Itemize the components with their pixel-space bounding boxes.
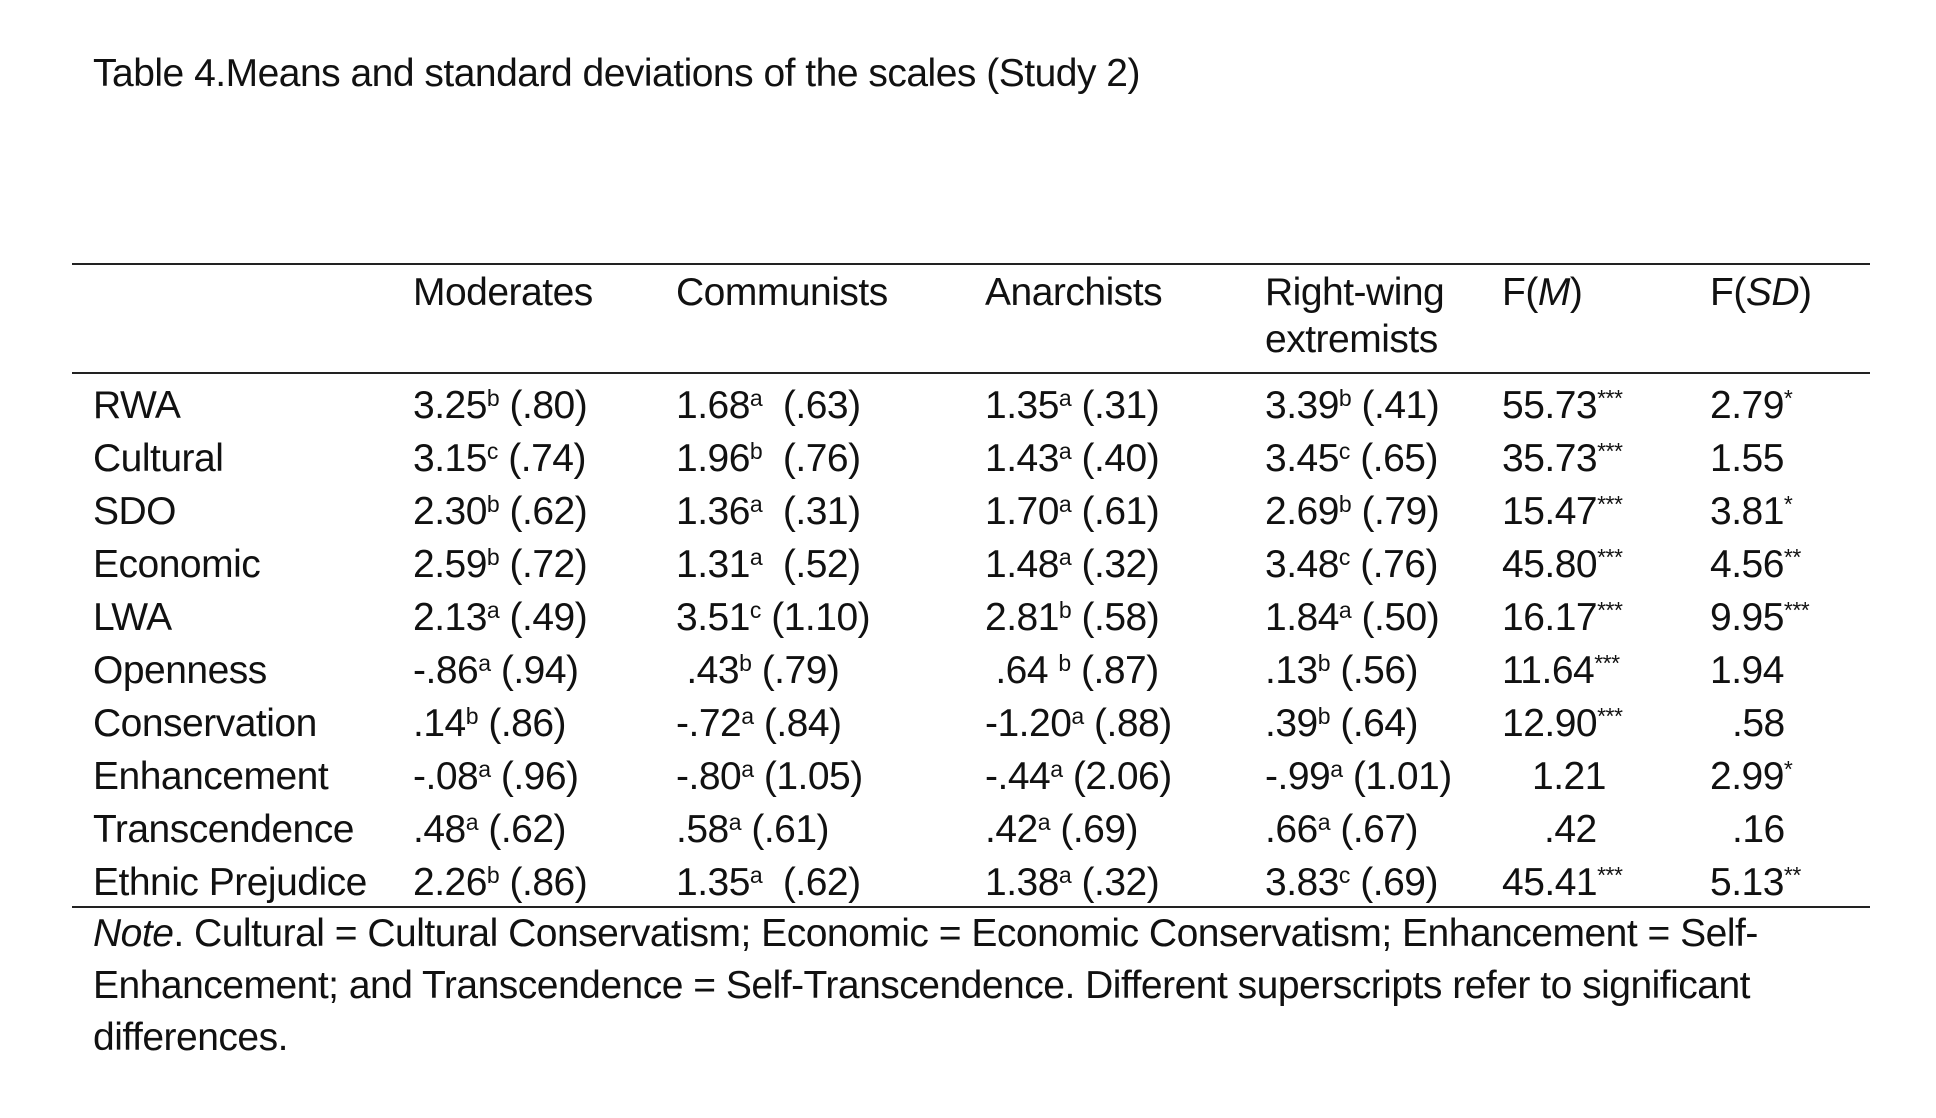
mean-value: 2.30	[413, 490, 487, 533]
header-anarchists: Anarchists	[985, 271, 1163, 314]
group-superscript: b	[465, 703, 479, 729]
cell-f-mean	[1502, 379, 1622, 432]
significance-stars: ***	[1597, 385, 1623, 411]
header-moderates: Moderates	[413, 271, 593, 314]
cell-f-sd	[1710, 591, 1809, 644]
header-communists: Communists	[676, 271, 888, 314]
cell-f-sd	[1710, 750, 1792, 803]
sd-value: (.69)	[1349, 861, 1438, 904]
sd-value: (.41)	[1351, 384, 1440, 427]
header-f-sd-prefix: F(	[1710, 271, 1746, 314]
mean-value: -.86	[413, 649, 479, 692]
cell-anarchists	[985, 591, 1159, 644]
sd-value: (.40)	[1071, 437, 1160, 480]
cell-right-wing	[1265, 591, 1439, 644]
group-superscript: c	[486, 438, 498, 464]
sd-value: (.74)	[497, 437, 586, 480]
sd-value: (.80)	[499, 384, 588, 427]
cell-moderates	[413, 538, 587, 591]
group-superscript: b	[1338, 385, 1352, 411]
sd-value: (.94)	[490, 649, 579, 692]
sd-value: (1.05)	[753, 755, 863, 798]
group-superscript: b	[1317, 703, 1331, 729]
sd-value: (.62)	[762, 861, 861, 904]
cell-communists	[676, 750, 863, 803]
mean-value: -.72	[676, 702, 742, 745]
f-value: .16	[1732, 808, 1785, 851]
table-row	[72, 432, 1870, 485]
table-row	[72, 750, 1870, 803]
cell-f-sd	[1710, 432, 1784, 485]
group-superscript: b	[1058, 650, 1071, 676]
mean-value: 1.36	[676, 490, 750, 533]
group-superscript: b	[486, 491, 500, 517]
header-right-wing-line2: extremists	[1265, 318, 1438, 361]
cell-right-wing	[1265, 750, 1452, 803]
sd-value: (.52)	[762, 543, 861, 586]
cell-anarchists	[985, 856, 1159, 909]
row-label: Economic	[93, 543, 261, 586]
cell-moderates	[413, 379, 587, 432]
f-value: .42	[1544, 808, 1597, 851]
header-f-mean-prefix: F(	[1502, 271, 1538, 314]
mean-value: 1.31	[676, 543, 750, 586]
significance-stars: *	[1783, 491, 1793, 517]
sd-value: (.76)	[1349, 543, 1438, 586]
sd-value: (.58)	[1071, 596, 1160, 639]
mean-value: 1.68	[676, 384, 750, 427]
mean-value: 3.48	[1265, 543, 1339, 586]
sd-value: (.61)	[1071, 490, 1160, 533]
significance-stars: ***	[1597, 438, 1623, 464]
cell-anarchists	[985, 750, 1172, 803]
sd-value: (.32)	[1071, 861, 1160, 904]
significance-stars: *	[1783, 385, 1793, 411]
cell-f-mean	[1502, 644, 1620, 697]
f-value: 35.73	[1502, 437, 1598, 480]
mean-value: -.44	[985, 755, 1051, 798]
group-superscript: b	[486, 862, 500, 888]
row-label: Cultural	[93, 437, 224, 480]
f-value: 16.17	[1502, 596, 1598, 639]
group-superscript: a	[1058, 438, 1072, 464]
sd-value: (.62)	[478, 808, 567, 851]
table-row	[72, 803, 1870, 856]
group-superscript: a	[1037, 809, 1051, 835]
cell-f-mean	[1502, 697, 1622, 750]
mean-value: .66	[1265, 808, 1318, 851]
cell-anarchists	[985, 644, 1159, 697]
group-superscript: b	[749, 438, 763, 464]
group-superscript: a	[741, 756, 754, 782]
group-superscript: a	[486, 597, 500, 623]
mean-value: -.08	[413, 755, 479, 798]
group-superscript: b	[739, 650, 752, 676]
cell-communists	[676, 803, 829, 856]
mean-value: .64	[985, 649, 1059, 692]
mean-value: 3.15	[413, 437, 487, 480]
mean-value: 2.59	[413, 543, 487, 586]
mean-value: 3.51	[676, 596, 750, 639]
mean-value: -1.20	[985, 702, 1072, 745]
row-label: Ethnic Prejudice	[93, 861, 367, 904]
cell-right-wing	[1265, 432, 1438, 485]
f-value: 2.99	[1710, 755, 1784, 798]
table-row	[72, 485, 1870, 538]
f-value: 2.79	[1710, 384, 1784, 427]
sd-value: (.84)	[753, 702, 842, 745]
table-row	[72, 856, 1870, 909]
cell-f-mean	[1502, 538, 1622, 591]
cell-f-mean	[1502, 591, 1622, 644]
cell-anarchists	[985, 538, 1159, 591]
significance-stars: **	[1783, 862, 1801, 888]
mean-value: .39	[1265, 702, 1318, 745]
mean-value: 3.83	[1265, 861, 1339, 904]
table-row	[72, 591, 1870, 644]
cell-moderates	[413, 750, 579, 803]
group-superscript: c	[1338, 862, 1350, 888]
cell-communists	[676, 485, 861, 538]
sd-value: (.56)	[1330, 649, 1419, 692]
f-value: 1.21	[1532, 755, 1606, 798]
mean-value: 2.26	[413, 861, 487, 904]
row-label: LWA	[93, 596, 172, 639]
significance-stars: ***	[1783, 597, 1810, 623]
header-f-mean-suffix: )	[1569, 271, 1583, 314]
sd-value: (.61)	[741, 808, 830, 851]
cell-right-wing	[1265, 485, 1439, 538]
significance-stars: ***	[1597, 703, 1623, 729]
cell-f-sd	[1732, 803, 1785, 856]
mean-value: 1.43	[985, 437, 1059, 480]
cell-communists	[676, 591, 870, 644]
sd-value: (.63)	[762, 384, 861, 427]
group-superscript: a	[465, 809, 479, 835]
cell-moderates	[413, 432, 586, 485]
cell-moderates	[413, 856, 587, 909]
significance-stars: **	[1783, 544, 1801, 570]
mean-value: .13	[1265, 649, 1318, 692]
cell-moderates	[413, 591, 587, 644]
group-superscript: b	[486, 544, 500, 570]
cell-anarchists	[985, 485, 1159, 538]
sd-value: (.79)	[1351, 490, 1440, 533]
cell-right-wing	[1265, 644, 1418, 697]
f-value: 9.95	[1710, 596, 1784, 639]
f-value: 11.64	[1502, 649, 1595, 692]
group-superscript: b	[1338, 491, 1352, 517]
group-superscript: a	[728, 809, 742, 835]
mean-value: 1.96	[676, 437, 750, 480]
group-superscript: a	[478, 756, 491, 782]
group-superscript: a	[1071, 703, 1084, 729]
cell-communists	[676, 697, 842, 750]
header-f-sd	[1710, 269, 1812, 316]
mean-value: 2.13	[413, 596, 487, 639]
row-label: RWA	[93, 384, 181, 427]
mean-value: 2.69	[1265, 490, 1339, 533]
group-superscript: a	[741, 703, 754, 729]
header-f-mean	[1502, 269, 1582, 316]
mean-value: 3.45	[1265, 437, 1339, 480]
cell-communists	[676, 379, 861, 432]
group-superscript: b	[1058, 597, 1072, 623]
group-superscript: a	[478, 650, 491, 676]
significance-stars: ***	[1594, 650, 1620, 676]
group-superscript: a	[749, 385, 763, 411]
cell-communists	[676, 644, 839, 697]
f-value: 15.47	[1502, 490, 1598, 533]
row-label: SDO	[93, 490, 177, 533]
header-f-sd-suffix: )	[1799, 271, 1812, 314]
cell-right-wing	[1265, 803, 1418, 856]
sd-value: (.69)	[1050, 808, 1139, 851]
cell-f-sd	[1710, 538, 1801, 591]
sd-value: (.87)	[1070, 649, 1159, 692]
f-value: 1.94	[1710, 649, 1784, 692]
cell-right-wing	[1265, 538, 1438, 591]
mean-value: 3.39	[1265, 384, 1339, 427]
cell-f-sd	[1710, 379, 1792, 432]
f-value: 45.41	[1502, 861, 1598, 904]
row-label: Conservation	[93, 702, 317, 745]
table-row	[72, 538, 1870, 591]
mean-value: -.80	[676, 755, 742, 798]
significance-stars: *	[1783, 756, 1793, 782]
cell-f-sd	[1732, 697, 1785, 750]
group-superscript: a	[1058, 491, 1072, 517]
cell-moderates	[413, 644, 579, 697]
sd-value: (.49)	[499, 596, 588, 639]
cell-communists	[676, 856, 861, 909]
sd-value: (.32)	[1071, 543, 1160, 586]
group-superscript: a	[749, 544, 763, 570]
cell-moderates	[413, 803, 566, 856]
sd-value: (2.06)	[1062, 755, 1172, 798]
group-superscript: c	[1338, 438, 1350, 464]
group-superscript: a	[749, 862, 763, 888]
group-superscript: a	[749, 491, 763, 517]
mean-value: 1.84	[1265, 596, 1339, 639]
group-superscript: a	[1058, 862, 1072, 888]
sd-value: (.62)	[499, 490, 588, 533]
cell-right-wing	[1265, 697, 1418, 750]
cell-communists	[676, 432, 861, 485]
header-right-wing-line1: Right-wing	[1265, 271, 1445, 314]
significance-stars: ***	[1597, 544, 1623, 570]
note-lead: Note	[93, 912, 174, 955]
group-superscript: a	[1058, 385, 1072, 411]
header-f-mean-symbol: M	[1537, 271, 1570, 314]
f-value: 55.73	[1502, 384, 1598, 427]
row-label: Transcendence	[93, 808, 354, 851]
mean-value: 1.48	[985, 543, 1059, 586]
group-superscript: a	[1058, 544, 1072, 570]
mean-value: -.99	[1265, 755, 1331, 798]
sd-value: (.64)	[1330, 702, 1419, 745]
note-text: . Cultural = Cultural Conservatism; Economic = Economic Conservatism; Enhancement = Self-Enhancement; and Transcendence = Self-Transcendence. Different superscripts refer to significant differences.	[93, 912, 1758, 1059]
sd-value: (.96)	[490, 755, 579, 798]
table-note	[93, 908, 1813, 1064]
sd-value: (.76)	[762, 437, 861, 480]
cell-f-mean	[1502, 856, 1622, 909]
cell-anarchists	[985, 379, 1159, 432]
mean-value: 2.81	[985, 596, 1059, 639]
sd-value: (.86)	[499, 861, 588, 904]
mean-value: 1.70	[985, 490, 1059, 533]
cell-f-mean	[1544, 803, 1597, 856]
group-superscript: a	[1050, 756, 1063, 782]
significance-stars: ***	[1597, 862, 1623, 888]
group-superscript: a	[1338, 597, 1352, 623]
group-superscript: c	[749, 597, 761, 623]
significance-stars: ***	[1597, 597, 1623, 623]
mean-value: .48	[413, 808, 466, 851]
f-value: .58	[1732, 702, 1785, 745]
table-header-rule	[72, 372, 1870, 374]
significance-stars: ***	[1597, 491, 1623, 517]
sd-value: (1.10)	[760, 596, 871, 639]
mean-value: 1.35	[985, 384, 1059, 427]
mean-value: 3.25	[413, 384, 487, 427]
mean-value: .43	[676, 649, 740, 692]
mean-value: .42	[985, 808, 1038, 851]
cell-f-sd	[1710, 485, 1792, 538]
mean-value: .58	[676, 808, 729, 851]
cell-f-mean	[1502, 485, 1622, 538]
table-title: Table 4.Means and standard deviations of the scales (Study 2)	[93, 52, 1140, 95]
group-superscript: b	[1317, 650, 1331, 676]
cell-right-wing	[1265, 379, 1439, 432]
sd-value: (.72)	[499, 543, 588, 586]
cell-anarchists	[985, 697, 1172, 750]
sd-value: (.65)	[1349, 437, 1438, 480]
cell-communists	[676, 538, 861, 591]
cell-f-sd	[1710, 644, 1784, 697]
row-label: Openness	[93, 649, 267, 692]
mean-value: .14	[413, 702, 466, 745]
cell-f-mean	[1502, 432, 1622, 485]
sd-value: (1.01)	[1342, 755, 1452, 798]
sd-value: (.88)	[1083, 702, 1172, 745]
f-value: 1.55	[1710, 437, 1784, 480]
table-top-rule	[72, 263, 1870, 265]
cell-right-wing	[1265, 856, 1438, 909]
f-value: 4.56	[1710, 543, 1784, 586]
mean-value: 1.38	[985, 861, 1059, 904]
cell-f-sd	[1710, 856, 1801, 909]
mean-value: 1.35	[676, 861, 750, 904]
sd-value: (.31)	[762, 490, 861, 533]
group-superscript: b	[486, 385, 500, 411]
sd-value: (.79)	[751, 649, 840, 692]
table-row	[72, 697, 1870, 750]
group-superscript: a	[1317, 809, 1331, 835]
f-value: 12.90	[1502, 702, 1598, 745]
table-row	[72, 379, 1870, 432]
f-value: 45.80	[1502, 543, 1598, 586]
group-superscript: c	[1338, 544, 1350, 570]
cell-anarchists	[985, 803, 1138, 856]
cell-moderates	[413, 485, 587, 538]
group-superscript: a	[1330, 756, 1343, 782]
sd-value: (.67)	[1330, 808, 1419, 851]
sd-value: (.31)	[1071, 384, 1160, 427]
table-row	[72, 644, 1870, 697]
header-f-sd-symbol: SD	[1745, 271, 1799, 314]
sd-value: (.86)	[478, 702, 567, 745]
sd-value: (.50)	[1351, 596, 1440, 639]
header-right-wing-extremists	[1265, 269, 1444, 363]
row-label: Enhancement	[93, 755, 329, 798]
f-value: 3.81	[1710, 490, 1784, 533]
cell-f-mean	[1532, 750, 1606, 803]
cell-anarchists	[985, 432, 1159, 485]
f-value: 5.13	[1710, 861, 1784, 904]
cell-moderates	[413, 697, 566, 750]
